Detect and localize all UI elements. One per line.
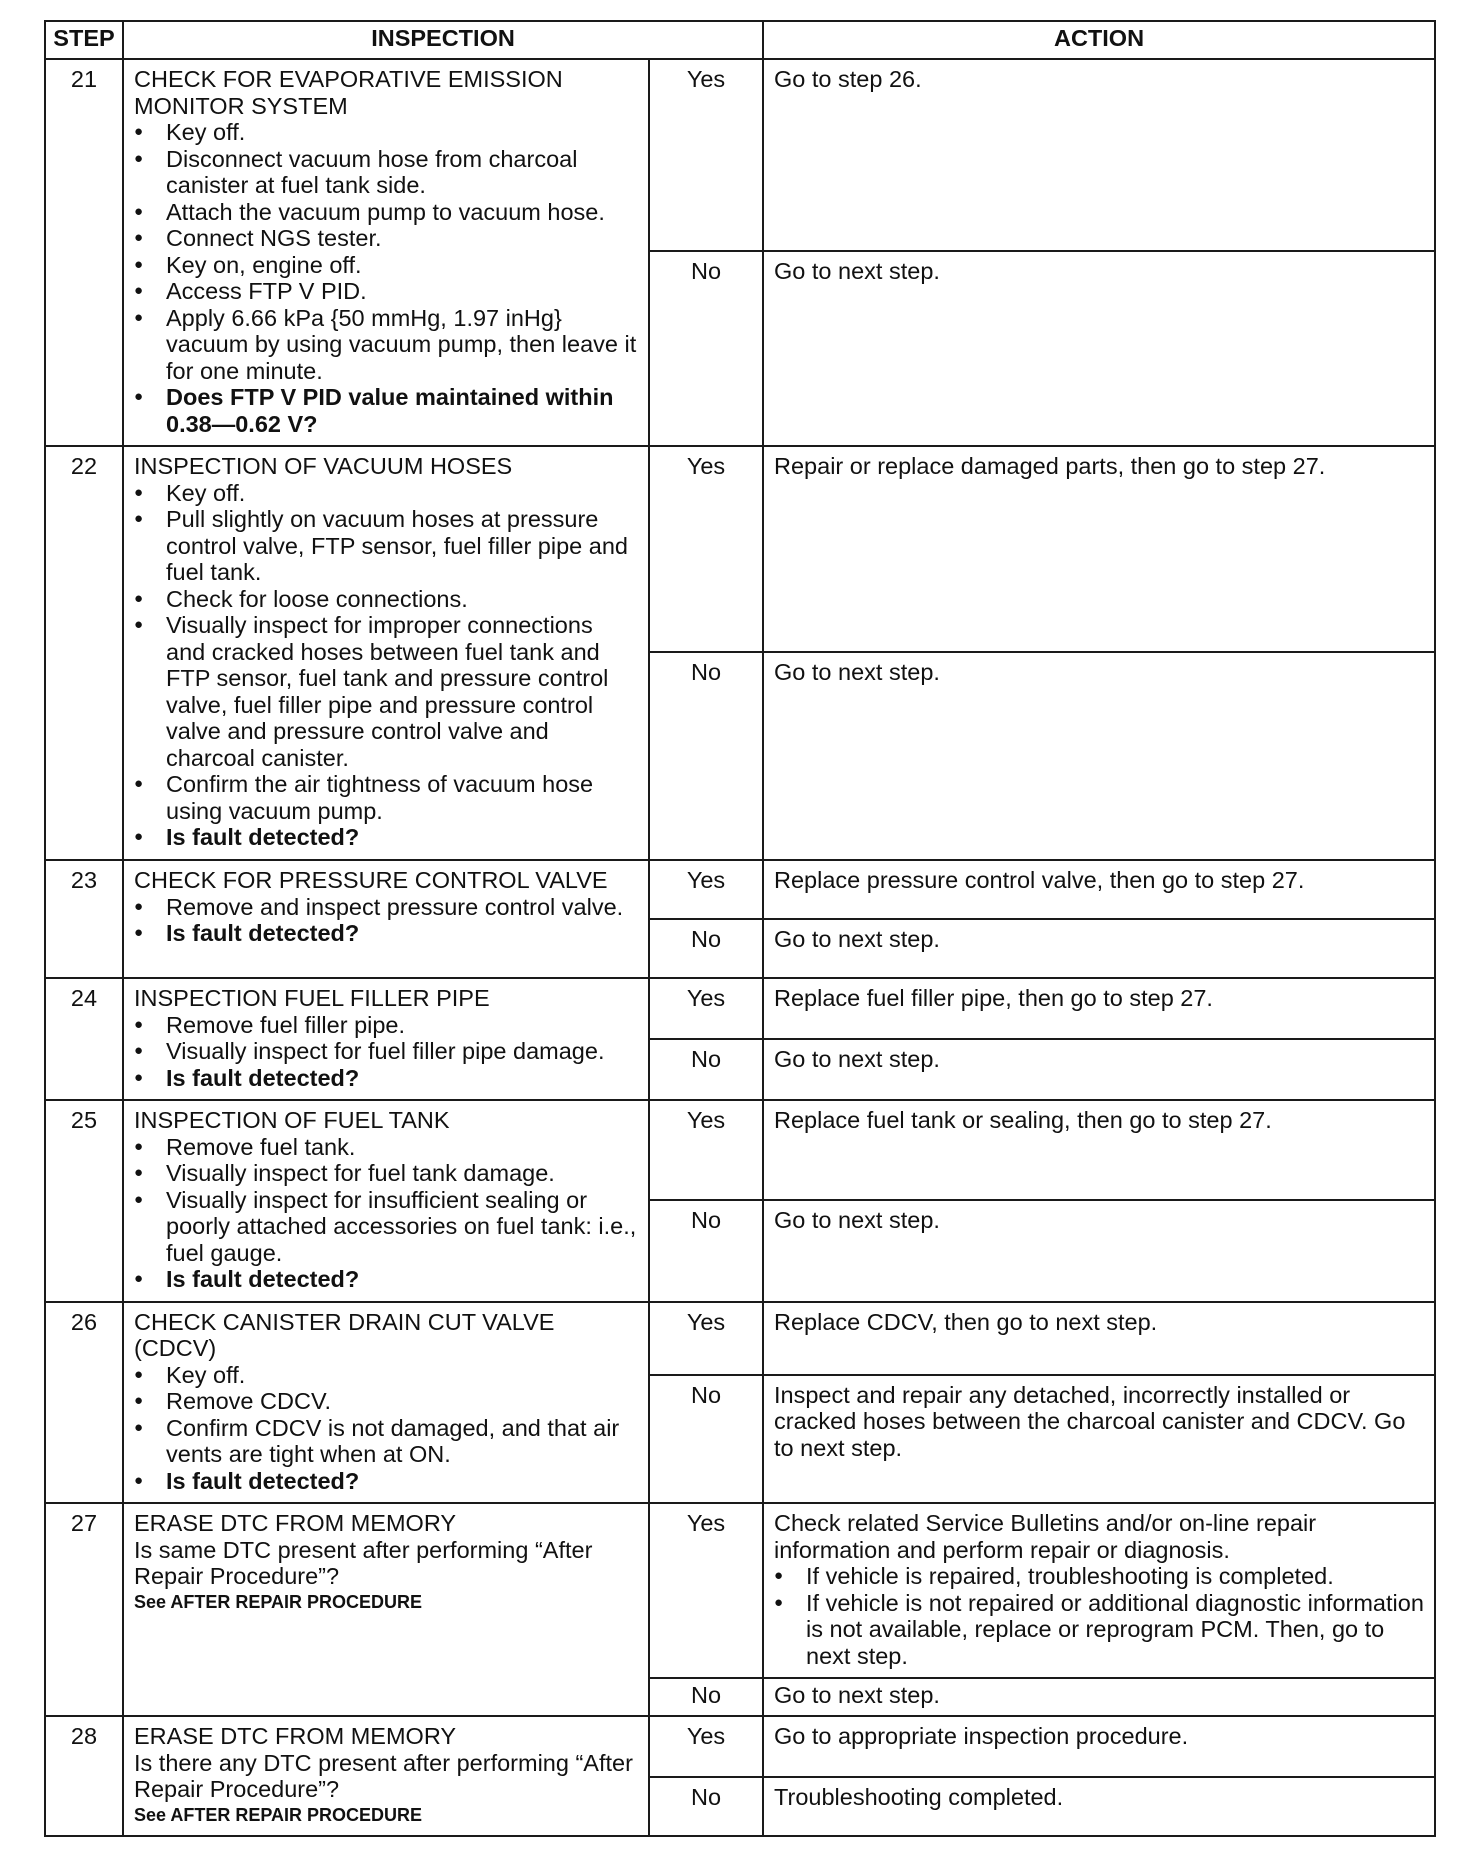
inspection-cell (123, 1716, 649, 1836)
inspection-bullets (134, 119, 638, 437)
list-item: ● Apply 6.66 kPa {50 mmHg, 1.97 inHg} vacuum by using vacuum pump, then leave it for one minute. (134, 305, 638, 385)
yes-label: Yes (649, 446, 763, 652)
table-row (45, 1716, 1435, 1777)
question: ● Is fault detected? (134, 824, 638, 851)
no-action: Go to next step. (763, 919, 1435, 978)
list-item: ● Remove CDCV. (134, 1388, 638, 1415)
inspection-cell (123, 1503, 649, 1716)
list-item: ● Visually inspect for fuel tank damage. (134, 1160, 638, 1187)
no-label: No (649, 1039, 763, 1100)
header-inspection: INSPECTION (123, 21, 763, 59)
inspection-bullets (134, 894, 638, 947)
step-number: 23 (45, 860, 123, 978)
step-title: ERASE DTC FROM MEMORY (134, 1723, 457, 1749)
question: ● Does FTP V PID value maintained within 0.38—0.62 V? (134, 384, 638, 437)
yes-action: Go to step 26. (763, 59, 1435, 251)
step-title: INSPECTION OF VACUUM HOSES (134, 453, 513, 479)
table-row (45, 446, 1435, 652)
step-number: 27 (45, 1503, 123, 1716)
list-item: ● Remove fuel filler pipe. (134, 1012, 638, 1039)
list-item: ● Key off. (134, 1362, 638, 1389)
step-number: 26 (45, 1302, 123, 1504)
question: ● Is fault detected? (134, 1065, 638, 1092)
list-item: ● Connect NGS tester. (134, 225, 638, 252)
see-reference: See AFTER REPAIR PROCEDURE (134, 1804, 423, 1825)
inspection-cell (123, 1100, 649, 1302)
step-number: 28 (45, 1716, 123, 1836)
step-text: Is same DTC present after performing “After Repair Procedure”? (134, 1536, 593, 1589)
table-row (45, 1302, 1435, 1375)
table-row (45, 860, 1435, 919)
yes-action: Go to appropriate inspection procedure. (763, 1716, 1435, 1777)
list-item: ● Pull slightly on vacuum hoses at pressure control valve, FTP sensor, fuel filler pipe and fuel tank. (134, 506, 638, 586)
yes-action-cell (763, 1503, 1435, 1678)
table-row (45, 1503, 1435, 1678)
question: ● Is fault detected? (134, 1266, 638, 1293)
yes-label: Yes (649, 1100, 763, 1200)
no-label: No (649, 251, 763, 446)
question: ● Is fault detected? (134, 920, 638, 947)
inspection-cell (123, 1302, 649, 1504)
step-number: 21 (45, 59, 123, 446)
question: ● Is fault detected? (134, 1468, 638, 1495)
list-item: ● Access FTP V PID. (134, 278, 638, 305)
header-step: STEP (45, 21, 123, 59)
no-label: No (649, 919, 763, 978)
inspection-cell (123, 446, 649, 860)
inspection-cell (123, 978, 649, 1100)
list-item: ● Visually inspect for insufficient sealing or poorly attached accessories on fuel tank: i.e., fuel gauge. (134, 1187, 638, 1267)
yes-label: Yes (649, 1503, 763, 1678)
list-item: ● Visually inspect for improper connections and cracked hoses between fuel tank and FTP sensor, fuel tank and pressure control valve, fuel filler pipe and pressure control valve and pressure control valve and charcoal canister. (134, 612, 638, 771)
list-item: ● Remove fuel tank. (134, 1134, 638, 1161)
inspection-cell (123, 860, 649, 978)
list-item: ● Key on, engine off. (134, 252, 638, 279)
list-item: ● If vehicle is repaired, troubleshooting is completed. (774, 1563, 1424, 1590)
no-action: Go to next step. (763, 1678, 1435, 1716)
list-item: ● Key off. (134, 480, 638, 507)
table-row (45, 978, 1435, 1039)
no-action: Go to next step. (763, 1200, 1435, 1301)
yes-action: Repair or replace damaged parts, then go to step 27. (763, 446, 1435, 652)
action-bullets (774, 1563, 1424, 1669)
see-reference: See AFTER REPAIR PROCEDURE (134, 1591, 423, 1612)
yes-label: Yes (649, 1302, 763, 1375)
no-label: No (649, 1678, 763, 1716)
list-item: ● Attach the vacuum pump to vacuum hose. (134, 199, 638, 226)
no-action: Go to next step. (763, 251, 1435, 446)
header-row (45, 21, 1435, 59)
yes-action: Replace pressure control valve, then go to step 27. (763, 860, 1435, 919)
inspection-cell (123, 59, 649, 446)
step-number: 25 (45, 1100, 123, 1302)
inspection-bullets (134, 1012, 638, 1092)
no-label: No (649, 1375, 763, 1503)
list-item: ● Confirm the air tightness of vacuum hose using vacuum pump. (134, 771, 638, 824)
header-action: ACTION (763, 21, 1435, 59)
list-item: ● Key off. (134, 119, 638, 146)
no-action: Go to next step. (763, 1039, 1435, 1100)
list-item: ● Disconnect vacuum hose from charcoal canister at fuel tank side. (134, 146, 638, 199)
step-title: ERASE DTC FROM MEMORY (134, 1510, 457, 1536)
inspection-bullets (134, 480, 638, 851)
list-item: ● Remove and inspect pressure control valve. (134, 894, 638, 921)
step-text: Is there any DTC present after performing “After Repair Procedure”? (134, 1749, 633, 1802)
yes-label: Yes (649, 860, 763, 919)
step-title: CHECK FOR PRESSURE CONTROL VALVE (134, 867, 608, 893)
no-label: No (649, 652, 763, 860)
list-item: ● Confirm CDCV is not damaged, and that air vents are tight when at ON. (134, 1415, 638, 1468)
diagnostic-table (44, 20, 1436, 1837)
step-title: INSPECTION FUEL FILLER PIPE (134, 985, 490, 1011)
yes-action: Replace CDCV, then go to next step. (763, 1302, 1435, 1375)
list-item: ● Visually inspect for fuel filler pipe damage. (134, 1038, 638, 1065)
yes-action: Replace fuel filler pipe, then go to step 27. (763, 978, 1435, 1039)
step-number: 24 (45, 978, 123, 1100)
yes-label: Yes (649, 1716, 763, 1777)
list-item: ● Check for loose connections. (134, 586, 638, 613)
step-number: 22 (45, 446, 123, 860)
list-item: ● If vehicle is not repaired or additional diagnostic information is not available, replace or reprogram PCM. Then, go to next step. (774, 1590, 1424, 1670)
step-title: CHECK CANISTER DRAIN CUT VALVE (CDCV) (134, 1308, 555, 1361)
step-title: INSPECTION OF FUEL TANK (134, 1107, 450, 1133)
yes-action: Replace fuel tank or sealing, then go to step 27. (763, 1100, 1435, 1200)
table-row (45, 1100, 1435, 1200)
no-label: No (649, 1777, 763, 1836)
step-title: CHECK FOR EVAPORATIVE EMISSION MONITOR SYSTEM (134, 66, 563, 119)
yes-label: Yes (649, 59, 763, 251)
no-action: Troubleshooting completed. (763, 1777, 1435, 1836)
yes-label: Yes (649, 978, 763, 1039)
inspection-bullets (134, 1134, 638, 1293)
inspection-bullets (134, 1362, 638, 1495)
no-action: Go to next step. (763, 652, 1435, 860)
no-label: No (649, 1200, 763, 1301)
yes-action: Check related Service Bulletins and/or on-line repair information and perform repair or diagnosis. (774, 1510, 1317, 1563)
no-action: Inspect and repair any detached, incorrectly installed or cracked hoses between the charcoal canister and CDCV. Go to next step. (763, 1375, 1435, 1503)
table-row (45, 59, 1435, 251)
